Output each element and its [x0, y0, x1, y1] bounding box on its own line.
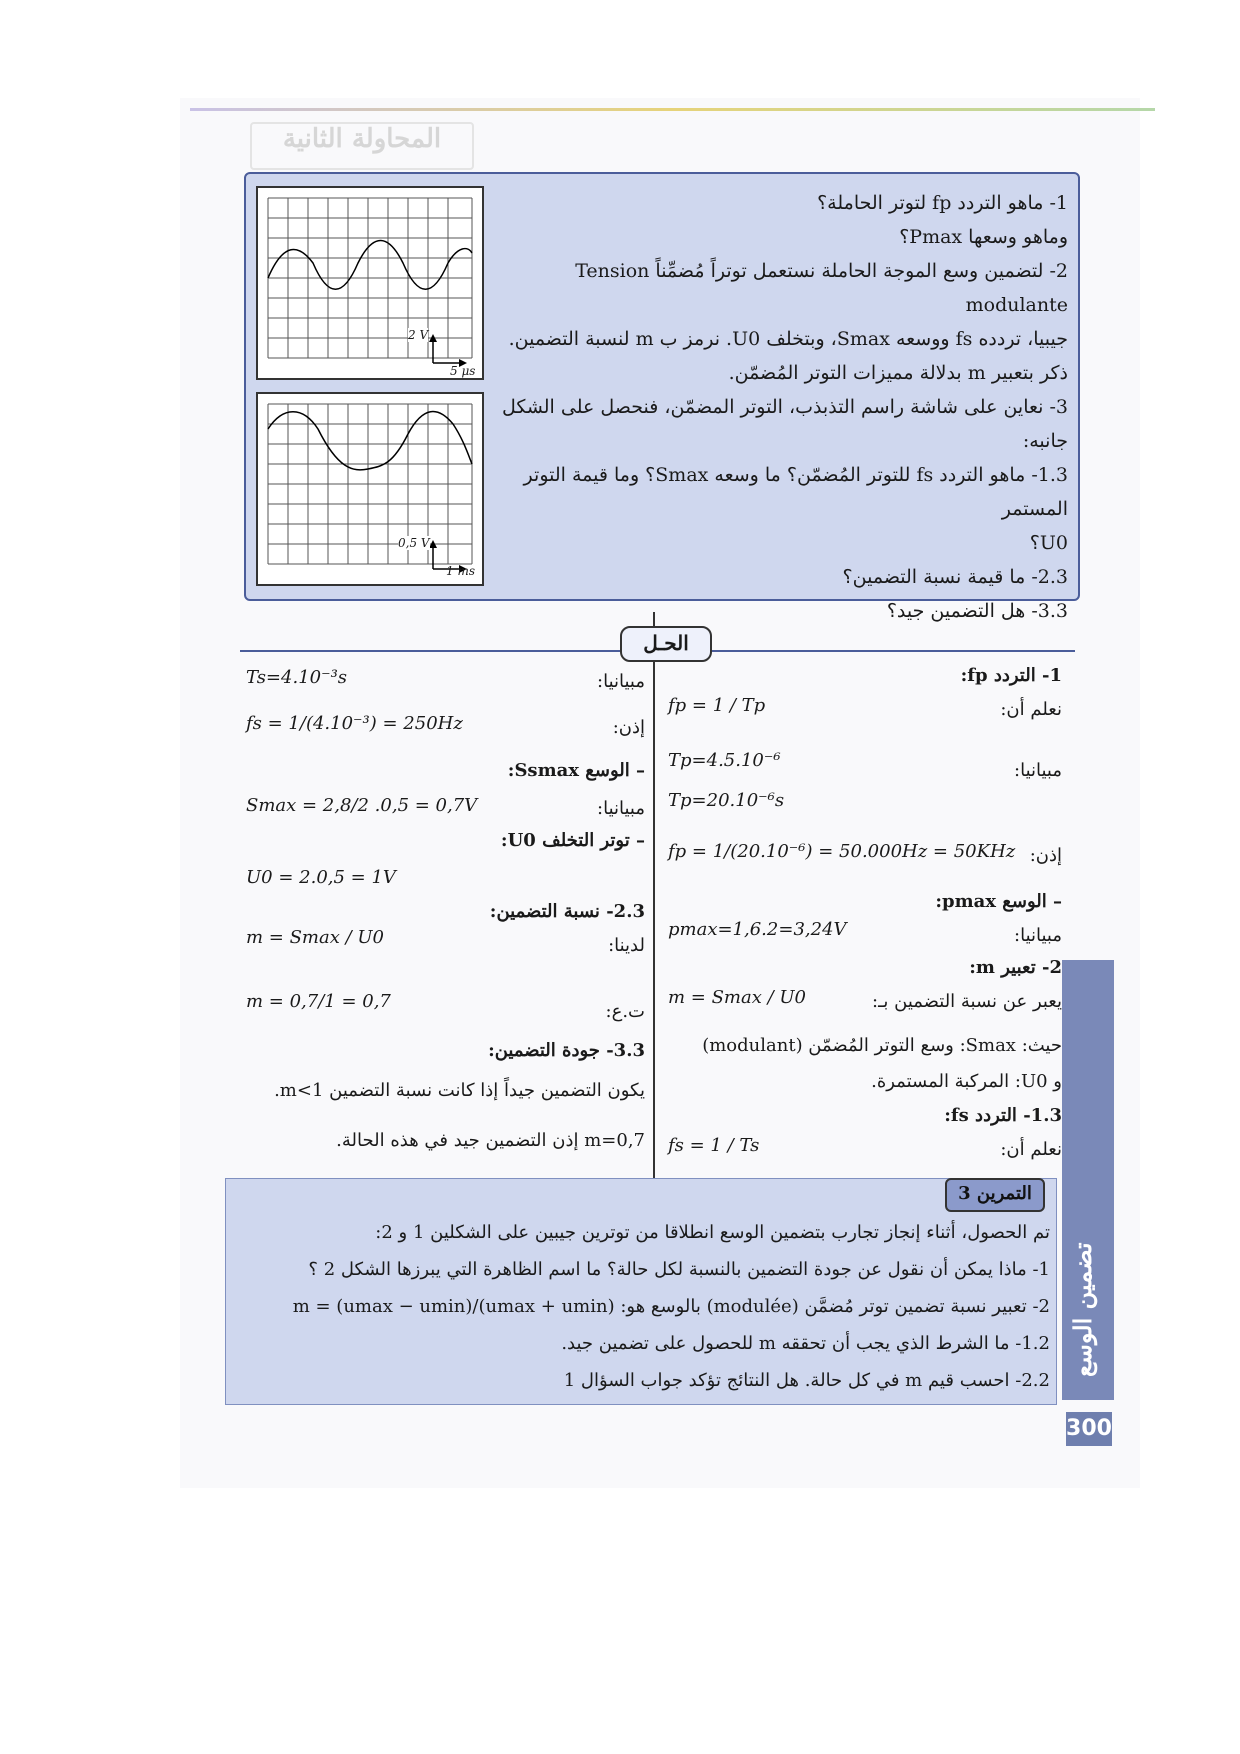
exercise-line: 1.2- ما الشرط الذي يجب أن تحققه m للحصول على تضمين جيد.: [561, 1333, 1050, 1354]
solution-right-column: [662, 665, 1062, 1185]
solution-title: الحـل: [620, 626, 712, 662]
formula-fp: fp = 1 / Tp: [668, 695, 766, 716]
value-smax: Smax = 2,8/2 .0,5 = 0,7V: [246, 795, 478, 816]
question-line: 2.3- ما قيمة نسبة التضمين؟: [842, 566, 1068, 588]
exercise-line: 2- تعبير نسبة تضمين توتر مُضمَّن (modulée) بالوسع هو: m = (umax − umin)/(umax + umin): [292, 1296, 1050, 1317]
vertical-scale-label: 0,5 V: [398, 536, 430, 550]
text-graph: مبيانيا:: [597, 671, 645, 692]
text-thus: إذن:: [612, 717, 645, 738]
text-numeric-application: ت.ع:: [605, 1001, 645, 1022]
value-ts: Ts=4.10⁻³s: [246, 667, 348, 688]
time-scale-label: 1 ms: [446, 564, 475, 578]
time-scale-label: 5 μs: [450, 364, 476, 378]
exercise-text: [250, 1214, 1050, 1399]
oscilloscope-screen-2: [256, 392, 484, 586]
oscilloscope-screen-1: [256, 186, 484, 380]
formula-m: m = Smax / U0: [668, 987, 807, 1008]
exercise-title: التمرين 3: [945, 1178, 1045, 1212]
top-rule: [190, 108, 1155, 111]
heading-m: 2- تعبير m:: [969, 957, 1062, 978]
heading-pmax: – الوسع pmax:: [935, 891, 1062, 912]
heading-modulation-ratio: 2.3- نسبة التضمين:: [489, 901, 645, 922]
heading-u0: – توتر التخلف U0:: [500, 830, 645, 851]
text-we-know-2: نعلم أن:: [1000, 1139, 1062, 1160]
value-u0: U0 = 2.0,5 = 1V: [246, 867, 396, 888]
text-we-have: لدينا:: [608, 935, 645, 956]
exercise-line: 1- ماذا يمكن أن نقول عن جودة التضمين بالنسبة لكل حالة؟ ما اسم الظاهرة التي يبرزها الشكل 2 ؟: [308, 1259, 1050, 1280]
faint-header-logo: المحاولة الثانية: [250, 122, 474, 170]
heading-quality: 3.3- جودة التضمين:: [488, 1040, 645, 1061]
value-tp-2: Tp=20.10⁻⁶s: [668, 790, 785, 811]
text-quality-1: يكون التضمين جيداً إذا كانت نسبة التضمين 1>m.: [274, 1080, 645, 1101]
question-line: 3- نعاين على شاشة راسم التذبذب، التوتر المضمّن، فنحصل على الشكل: [501, 396, 1068, 418]
question-line: جيبيا، تردده fs ووسعه Smax، وبتخلف U0. نرمز ب m لنسبة التضمين.: [508, 328, 1068, 350]
text-graph-2: مبيانيا:: [1014, 925, 1062, 946]
question-line: 2- لتضمين وسع الموجة الحاملة نستعمل توتراً مُضمِّناً Tension modulante: [575, 260, 1068, 316]
text-graph-2: مبيانيا:: [597, 798, 645, 819]
heading-smax: – الوسع Ssmax:: [507, 760, 645, 781]
question-line: ذكر بتعبير m بدلالة مميزات التوتر المُضمّن.: [728, 362, 1068, 384]
text-we-know: نعلم أن:: [1000, 699, 1062, 720]
chapter-label: تضمين الوسع: [1068, 1242, 1097, 1378]
text-thus: إذن:: [1029, 845, 1062, 866]
question-line: جانبه:: [1022, 430, 1068, 452]
question-box: [244, 172, 1080, 622]
exercise-line: تم الحصول، أثناء إنجاز تجارب بتضمين الوسع انطلاقا من توترين جيبين على الشكلين 1 و 2:: [375, 1222, 1050, 1243]
value-fp: fp = 1/(20.10⁻⁶) = 50.000Hz = 50KHz: [668, 841, 1016, 862]
column-divider: [653, 612, 655, 1187]
question-line: U0؟: [1029, 532, 1068, 554]
question-list: [493, 186, 1068, 628]
question-line: وماهو وسعها Pmax؟: [899, 226, 1068, 248]
page-number: 300: [1066, 1412, 1112, 1446]
value-m: m = 0,7/1 = 0,7: [246, 991, 391, 1012]
value-pmax: pmax=1,6.2=3,24V: [668, 919, 847, 940]
formula-fs: fs = 1 / Ts: [668, 1135, 760, 1156]
text-m-intro: يعبر عن نسبة التضمين بـ:: [872, 991, 1062, 1012]
question-line: 1- ماهو التردد fp لتوتر الحاملة؟: [817, 192, 1068, 214]
text-where-2: و U0: المركبة المستمرة.: [871, 1071, 1062, 1092]
exercise-line: 2.2- احسب قيم m في كل حالة. هل النتائج تؤكد جواب السؤال 1: [563, 1370, 1050, 1391]
heading-fs: 1.3- التردد fs:: [944, 1105, 1062, 1126]
value-fs: fs = 1/(4.10⁻³) = 250Hz: [246, 713, 463, 734]
vertical-scale-label: 2 V: [408, 328, 429, 342]
solution-left-column: [240, 665, 645, 1185]
value-tp-1: Tp=4.5.10⁻⁶: [668, 750, 781, 771]
question-line: 3.3- هل التضمين جيد؟: [886, 600, 1068, 622]
formula-m: m = Smax / U0: [246, 927, 385, 948]
text-quality-2: m=0,7 إذن التضمين جيد في هذه الحالة.: [336, 1130, 645, 1151]
heading-fp: 1- التردد fp:: [960, 665, 1062, 686]
question-line: 1.3- ماهو التردد fs للتوتر المُضمّن؟ ما وسعه Smax؟ وما قيمة التوتر المستمر: [523, 464, 1068, 520]
text-graph: مبيانيا:: [1014, 760, 1062, 781]
text-where-1: حيث: Smax: وسع التوتر المُضمّن (modulant): [702, 1035, 1062, 1056]
